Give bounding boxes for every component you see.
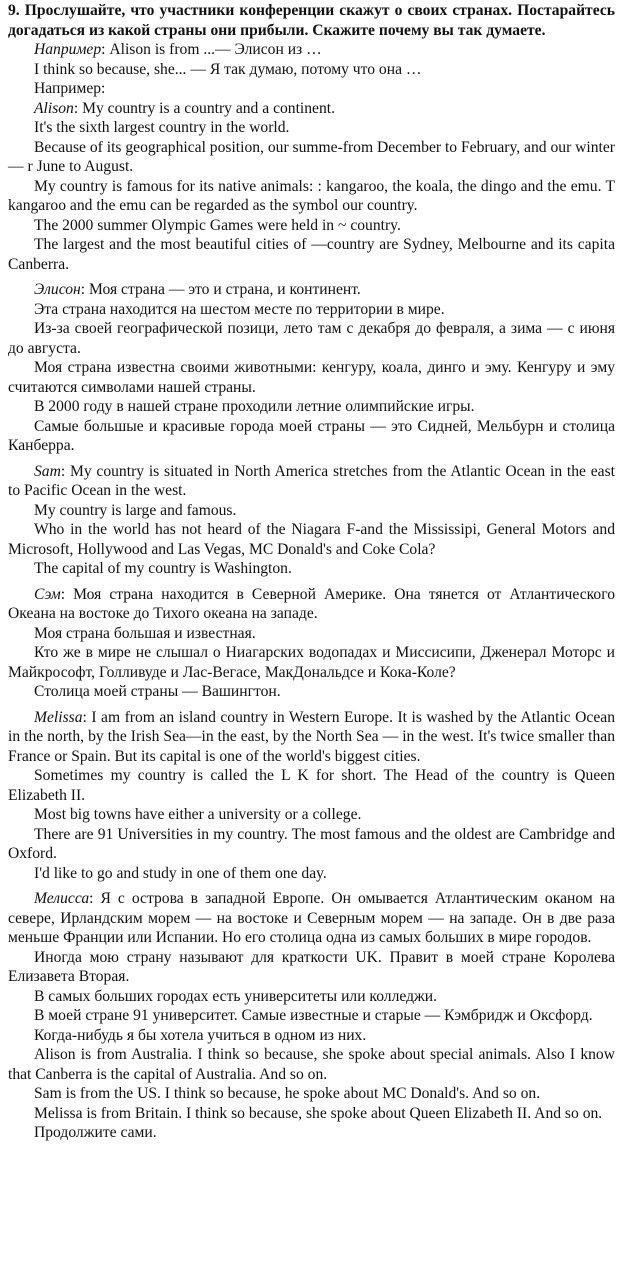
paragraph <box>8 520 615 559</box>
paragraph-text: Sometimes my country is called the L K for short. The Head of the country is Queen Elizabeth II. <box>8 767 615 804</box>
paragraph-text: I think so because, she... — Я так думаю, потому что она … <box>34 60 422 78</box>
task-text: Прослушайте, что участники конференции скажут о своих странах. Постарайтесь догадаться из какой страны они прибыли. Скажите почему вы так думаете. <box>8 2 615 39</box>
paragraph-text: : I am from an island country in Western Europe. It is washed by the Atlantic Ocean in the north, by the Irish Sea—in the east, by the North Sea — in the west. It's twice smaller than France or Spain. But its capital is one of the world's biggest cities. <box>8 708 615 765</box>
paragraph <box>8 559 615 579</box>
paragraph-text: : Alison is from ...— Элисон из … <box>101 41 322 58</box>
paragraph-text: Моя страна большая и известная. <box>34 624 256 642</box>
paragraph-text: Melissa is from Britain. I think so because, she spoke about Queen Elizabeth II. And so on. <box>34 1104 603 1122</box>
speaker-name: Alison <box>34 99 74 117</box>
paragraph <box>8 501 615 521</box>
task-heading <box>8 1 615 40</box>
paragraph <box>8 889 615 948</box>
paragraph-text: Самые большые и красивые города моей страны — это Сидней, Мельбурн и столица Канберра. <box>8 417 615 454</box>
paragraph-text: There are 91 Universities in my country. The most famous and the oldest are Cambridge and Oxford. <box>8 825 615 862</box>
paragraph <box>8 1045 615 1084</box>
paragraph <box>8 948 615 987</box>
paragraph-text: Столица моей страны — Вашингтон. <box>34 683 281 700</box>
paragraph <box>8 397 615 417</box>
paragraph-text: Из-за своей географической позици, лето там с декабря до февраля, а зима — с июня до августа. <box>8 320 615 357</box>
paragraph-text: В самых больших городах есть университеты или колледжи. <box>34 987 438 1005</box>
answers-block <box>8 1045 615 1143</box>
paragraph <box>8 40 615 60</box>
paragraph-text: It's the sixth largest country in the world. <box>34 119 290 136</box>
paragraph <box>8 280 615 300</box>
paragraph-text: В 2000 году в нашей стране проходили летние олимпийские игры. <box>34 398 475 415</box>
paragraph <box>8 643 615 682</box>
speaker-name: Сэм <box>34 585 61 603</box>
speaker-name: Melissa <box>34 708 83 726</box>
paragraph-text: Who in the world has not heard of the Niagara F-and the Mississipi, General Motors and Microsoft, Hollywood and Las Vegas, MC Donald's and Coke Cola? <box>8 521 615 558</box>
paragraph-text: I'd like to go and study in one of them one day. <box>34 864 327 882</box>
speaker-name: Sam <box>34 462 61 480</box>
paragraph <box>8 682 615 702</box>
paragraph <box>8 60 615 80</box>
sam-russian-block <box>8 585 615 702</box>
paragraph <box>8 99 615 119</box>
paragraph <box>8 462 615 501</box>
paragraph <box>8 216 615 236</box>
paragraph <box>8 987 615 1007</box>
alison-english-block <box>8 99 615 275</box>
paragraph-text: Когда-нибудь я бы хотела учиться в одном из них. <box>34 1026 367 1044</box>
melissa-english-block <box>8 708 615 884</box>
paragraph-text: Кто же в мире не слышал о Ниагарских водопадах и Миссисипи, Дженерал Моторс и Майкрософт, Голливуде и Лас-Вегасе, МакДональдсе и Кока-Коле? <box>8 644 615 681</box>
paragraph-text: : Моя страна — это и страна, и континент. <box>80 281 361 298</box>
paragraph-text: : My country is a country and a continent. <box>73 99 335 117</box>
paragraph <box>8 118 615 138</box>
paragraph <box>8 417 615 456</box>
paragraph <box>8 300 615 320</box>
paragraph <box>8 1026 615 1046</box>
paragraph-text: The largest and the most beautiful cities of —country are Sydney, Melbourne and its capita Canberra. <box>8 236 615 273</box>
paragraph-text: Моя страна известна своими животными: кенгуру, коала, динго и эму. Кенгуру и эму считаются символами нашей страны. <box>8 359 615 396</box>
paragraph <box>8 1123 615 1143</box>
paragraph <box>8 138 615 177</box>
alison-russian-block <box>8 280 615 456</box>
paragraph <box>8 1006 615 1026</box>
paragraph-text: The 2000 summer Olympic Games were held in ~ country. <box>34 216 401 234</box>
paragraph-text: В моей стране 91 университет. Самые известные и старые — Кэмбридж и Оксфорд. <box>34 1007 593 1024</box>
paragraph <box>8 805 615 825</box>
paragraph <box>8 1084 615 1104</box>
paragraph-text: Иногда мою страну называют для краткости UK. Правит в моей стране Королева Елизавета Вторая. <box>8 948 615 985</box>
intro-block <box>8 40 615 99</box>
paragraph-text: My country is large and famous. <box>34 501 237 519</box>
speaker-name: Мелисса <box>34 890 90 907</box>
sam-english-block <box>8 462 615 579</box>
task-number: 9. <box>8 2 20 19</box>
paragraph-text: : My country is situated in North America stretches from the Atlantic Ocean in the east to Pacific Ocean in the west. <box>8 462 615 499</box>
paragraph <box>8 766 615 805</box>
paragraph <box>8 177 615 216</box>
paragraph <box>8 358 615 397</box>
paragraph <box>8 319 615 358</box>
paragraph <box>8 235 615 274</box>
paragraph <box>8 1104 615 1124</box>
paragraph <box>8 864 615 884</box>
paragraph-text: Продолжите сами. <box>34 1124 157 1141</box>
paragraph-text: : Я с острова в западной Европе. Он омывается Атлантическим оканом на севере, Ирландским морем — на востоке и Северным морем — на западе. Он в две раза меньше Франции или Испании. Но его столица одна из самых больших в мире городов. <box>8 890 615 946</box>
melissa-russian-block <box>8 889 615 1045</box>
paragraph <box>8 708 615 767</box>
paragraph <box>8 585 615 624</box>
speaker-name: Например <box>34 41 102 58</box>
paragraph <box>8 79 615 99</box>
speaker-name: Элисон <box>34 281 81 298</box>
paragraph-text: Например: <box>34 80 106 97</box>
paragraph-text: Most big towns have either a university or a college. <box>34 806 362 823</box>
paragraph <box>8 825 615 864</box>
paragraph-text: The capital of my country is Washington. <box>34 560 292 577</box>
paragraph-text: Sam is from the US. I think so because, he spoke about MC Donald's. And so on. <box>34 1085 541 1102</box>
paragraph-text: My country is famous for its native animals: : kangaroo, the koala, the dingo and the emu. T kangaroo and the emu can be regarded as the symbol our country. <box>8 177 615 214</box>
paragraph-text: Эта страна находится на шестом месте по территории в мире. <box>34 300 445 318</box>
paragraph-text: Because of its geographical position, our summe-from December to February, and our winter — r June to August. <box>8 138 615 175</box>
paragraph-text: Alison is from Australia. I think so because, she spoke about special animals. Also I know that Canberra is the capital of Australia. And so on. <box>8 1046 615 1083</box>
paragraph-text: : Моя страна находится в Северной Америке. Она тянется от Атлантического Океана на востоке до Тихого океана на западе. <box>8 585 615 622</box>
paragraph <box>8 624 615 644</box>
